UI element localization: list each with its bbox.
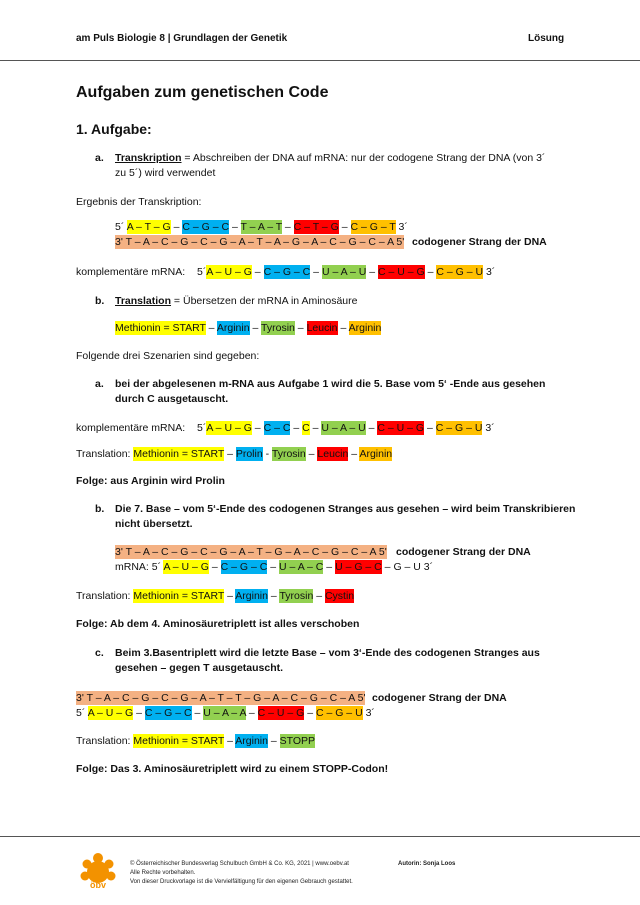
- scenario-c-text-1: Beim 3.Basentriplett wird die letzte Base – vom 3‘-Ende des codogenen Stranges aus: [115, 647, 540, 659]
- amino-acid: Arginin: [235, 590, 268, 602]
- amino-acid: Methionin = START: [133, 735, 225, 747]
- codon: C – T – G: [293, 221, 339, 233]
- scenario-a-translation: [76, 447, 392, 462]
- codon: C – U – G: [377, 422, 425, 434]
- codon: C – G – U: [436, 266, 484, 278]
- scenario-b-text-1: Die 7. Base – vom 5‘-Ende des codogenen Stranges aus gesehen – wird beim Transkribieren: [115, 503, 576, 515]
- seq-text: –: [304, 707, 316, 719]
- footer-rights: Alle Rechte vorbehalten.: [130, 870, 196, 876]
- codon: A – U – G: [163, 561, 209, 573]
- header-solution-label: Lösung: [528, 33, 565, 44]
- amino-acid: Tyrosin: [261, 322, 295, 334]
- dna-bottom-strand: [115, 235, 404, 250]
- codon: C – G – C: [220, 561, 268, 573]
- task-1b-text: [115, 294, 357, 309]
- translation-label: Translation:: [76, 590, 134, 602]
- dna-top-strand: [115, 220, 408, 235]
- amino-acid: Arginin: [235, 735, 268, 747]
- translation-label: Translation:: [76, 735, 134, 747]
- seq-text: –: [323, 561, 336, 573]
- seq-text: –: [365, 422, 378, 434]
- amino-acid: Tyrosin: [271, 448, 306, 460]
- seq-text: –: [229, 221, 241, 233]
- seq-text: –: [251, 266, 264, 278]
- footer-usage: Von dieser Druckvorlage ist die Vervielfältigung für den eigenen Gebrauch gestattet.: [130, 879, 353, 885]
- scenario-a-result: Folge: aus Arginin wird Prolin: [76, 475, 225, 487]
- task-1a-text-1: = Abschreiben der DNA auf mRNA: nur der codogene Strang der DNA (von 3´: [181, 152, 546, 164]
- header-title: am Puls Biologie 8 | Grundlagen der Genetik: [76, 33, 288, 44]
- amino-acid: Prolin: [235, 448, 263, 460]
- codon: U – A – U: [321, 266, 367, 278]
- seq-text: –: [267, 735, 280, 747]
- seq-text: –: [267, 561, 280, 573]
- scenario-b-dna: [115, 545, 387, 560]
- seq-text: –: [290, 422, 303, 434]
- codon: U – A – U: [321, 422, 366, 434]
- scenario-b-marker: b.: [95, 503, 105, 515]
- task-1a-marker: a.: [95, 152, 104, 164]
- seq-text: –: [281, 221, 294, 233]
- seq-text: –: [424, 266, 437, 278]
- codogen-strand: 3' T – A – C – G – C – G – A – T – A – G – A – C – G – C – A 5': [115, 236, 405, 248]
- seq-text: –: [224, 448, 236, 460]
- term-translation: Translation: [115, 295, 172, 307]
- footer-author: Autorin: Sonja Loos: [398, 861, 456, 867]
- seq-text: 5´: [197, 422, 207, 434]
- amino-acid: Cystin: [324, 590, 355, 602]
- seq-text: –: [133, 707, 145, 719]
- seq-text: –: [267, 590, 280, 602]
- task-1b-marker: b.: [95, 295, 105, 307]
- codon: C – G – T: [350, 221, 396, 233]
- seq-text: –: [309, 422, 322, 434]
- scenario-b-result: Folge: Ab dem 4. Aminosäuretriplett ist alles verschoben: [76, 618, 360, 630]
- codon: A – U – G: [206, 266, 252, 278]
- scenario-c-marker: c.: [95, 647, 104, 659]
- amino-acid: Methionin = START: [133, 448, 225, 460]
- scenario-c-mrna: [76, 706, 375, 721]
- scenario-c-result: Folge: Das 3. Aminosäuretriplett wird zu einem STOPP-Codon!: [76, 763, 389, 775]
- seq-text: –: [191, 707, 204, 719]
- seq-text: 3´: [483, 266, 496, 278]
- seq-text: –: [245, 707, 258, 719]
- seq-text: -: [262, 448, 272, 460]
- oebv-logo-icon: [78, 852, 118, 892]
- codogen-label: codogener Strang der DNA: [412, 236, 547, 248]
- scenario-c-dna: [76, 691, 365, 706]
- scenario-b-mrna: [115, 560, 433, 575]
- stop-codon: STOPP: [279, 735, 316, 747]
- codogen-strand: 3' T – A – C – G – C – G – A – T – T – G – A – C – G – C – A 5': [76, 692, 366, 704]
- seq-text: – G – U 3´: [381, 561, 434, 573]
- term-transkription: Transkription: [115, 152, 182, 164]
- seq-text: –: [170, 221, 183, 233]
- scenarios-intro: Folgende drei Szenarien sind gegeben:: [76, 350, 260, 362]
- scenario-a-text-1: bei der abgelesenen m-RNA aus Aufgabe 1 wird die 5. Base vom 5‘ -Ende aus gesehen: [115, 378, 546, 390]
- seq-text: –: [337, 322, 349, 334]
- scenario-c-codogen-label: codogener Strang der DNA: [372, 692, 507, 704]
- translation-label: Translation:: [76, 448, 134, 460]
- seq-text: 3´: [362, 707, 375, 719]
- amino-acid: Leucin: [317, 448, 349, 460]
- seq-text: –: [224, 590, 236, 602]
- scenario-a-mrna: [197, 421, 495, 436]
- seq-text: –: [251, 422, 264, 434]
- codon: C – U – G: [257, 707, 305, 719]
- header-divider: [0, 60, 640, 61]
- codon: C – G – U: [315, 707, 363, 719]
- codon: C – G – C: [144, 707, 192, 719]
- page-title: Aufgaben zum genetischen Code: [76, 84, 329, 101]
- task-1a-text-2: zu 5´) wird verwendet: [115, 167, 216, 179]
- scenario-a-text-2: durch C ausgetauscht.: [115, 393, 229, 405]
- codon: T – A – T: [240, 221, 282, 233]
- seq-text: 5´: [76, 707, 88, 719]
- seq-text: –: [366, 266, 378, 278]
- seq-text: 5´: [197, 266, 207, 278]
- seq-text: –: [224, 735, 236, 747]
- codon: C – G – C: [263, 266, 311, 278]
- codogen-strand: 3' T – A – C – G – C – G – A – T – G – A – C – G – C – A 5': [115, 546, 387, 558]
- seq-text: 5´: [115, 221, 127, 233]
- codon: A – U – G: [87, 707, 134, 719]
- seq-text: –: [305, 448, 318, 460]
- seq-text: –: [424, 422, 436, 434]
- seq-text: –: [249, 322, 262, 334]
- footer-copyright: © Österreichischer Bundesverlag Schulbuch GmbH & Co. KG, 2021 | www.oebv.at: [130, 861, 349, 867]
- amino-acid: Methionin = START: [133, 590, 225, 602]
- mrna-label: komplementäre mRNA:: [76, 266, 186, 278]
- seq-text: –: [294, 322, 307, 334]
- amino-acid: Arginin: [348, 322, 382, 334]
- codon: C – G – C: [182, 221, 230, 233]
- scenario-b-codogen-label: codogener Strang der DNA: [396, 546, 531, 558]
- codon: U – A – A: [203, 707, 246, 719]
- seq-text: –: [338, 221, 351, 233]
- seq-text: 3´: [395, 221, 408, 233]
- amino-acid: Leucin: [306, 322, 338, 334]
- scenario-b-text-2: nicht übersetzt.: [115, 518, 193, 530]
- task-1b-text-rest: = Übersetzen der mRNA in Aminosäure: [171, 295, 358, 307]
- task-1-heading: 1. Aufgabe:: [76, 121, 152, 137]
- scenario-a-marker: a.: [95, 378, 104, 390]
- scenario-a-mrna-label: komplementäre mRNA:: [76, 422, 186, 434]
- scenario-c-text-2: gesehen – gegen T ausgetauscht.: [115, 662, 284, 674]
- amino-acid-chain: [115, 321, 381, 336]
- result-label: Ergebnis der Transkription:: [76, 196, 202, 208]
- amino-acid: Arginin: [359, 448, 393, 460]
- amino-acid: Methionin = START: [115, 322, 206, 334]
- codon: C – G – U: [435, 422, 483, 434]
- scenario-c-translation: [76, 734, 315, 749]
- scenario-b-translation: [76, 589, 354, 604]
- seq-text: –: [348, 448, 360, 460]
- seq-text: –: [208, 561, 221, 573]
- codon: U – G – C: [335, 561, 382, 573]
- codon: C – C: [263, 422, 291, 434]
- codon: A – U – G: [206, 422, 252, 434]
- mutated-base: C: [302, 422, 310, 434]
- codon: C – U – G: [377, 266, 425, 278]
- seq-text: 3´: [482, 422, 495, 434]
- mrna-strand: [197, 265, 495, 280]
- task-1a-text: [115, 151, 545, 166]
- seq-text: –: [205, 322, 217, 334]
- amino-acid: Tyrosin: [279, 590, 314, 602]
- amino-acid: Arginin: [216, 322, 250, 334]
- seq-text: mRNA: 5´: [115, 561, 164, 573]
- logo-text: öbv: [89, 880, 107, 890]
- seq-text: –: [313, 590, 325, 602]
- seq-text: –: [310, 266, 322, 278]
- codon: A – T – G: [126, 221, 171, 233]
- footer-divider: [0, 836, 640, 837]
- codon: U – A – C: [279, 561, 324, 573]
